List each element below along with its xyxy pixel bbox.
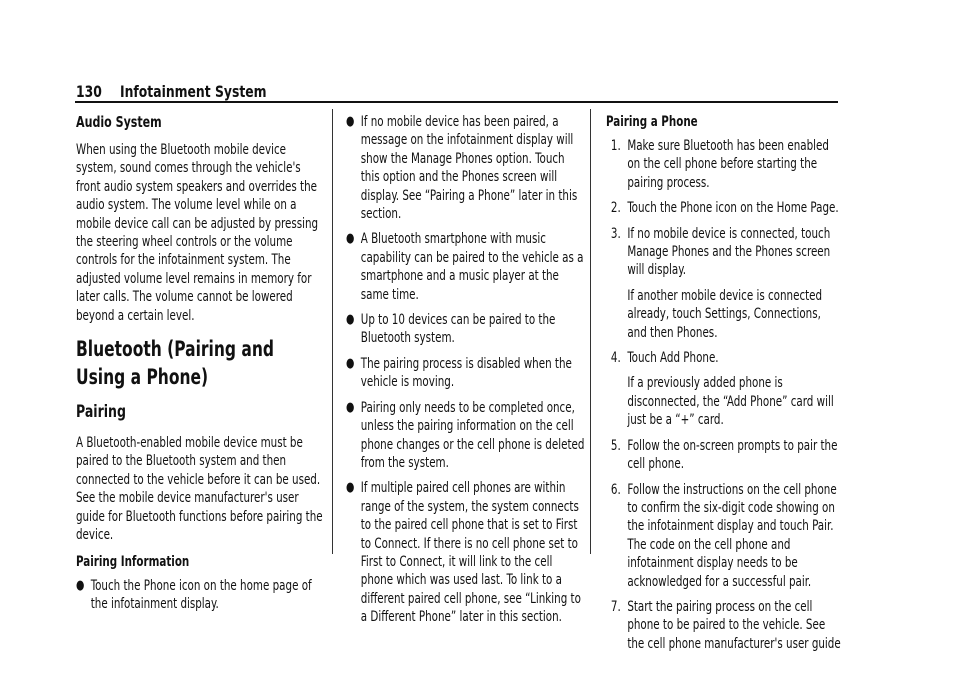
bullet-item: [346, 113, 586, 223]
bullet-item: [346, 311, 586, 348]
bullet-text: Up to 10 devices can be paired to the Bluetooth system.: [360, 312, 556, 347]
bullet-icon: ●: [346, 355, 355, 371]
step-text: Follow the on-screen prompts to pair the cell phone.: [627, 437, 838, 473]
header-rule: [75, 101, 838, 103]
bullet-text: If multiple paired cell phones are within range of the system, the system connects to the paired cell phone that is set to First to Connect. If there is no cell phone set to First to Connect, it will link to the cell phone which was used last. To link to a different paired cell phone, see “Linking to a Different Phone” later in this section.: [360, 480, 581, 626]
bullet-icon: ●: [346, 231, 355, 247]
bullet-item: [346, 230, 586, 304]
column-divider: [332, 109, 333, 554]
step-number: 3.: [610, 225, 621, 242]
step-number: 5.: [610, 437, 621, 454]
step-item: [606, 481, 842, 591]
pairing-a-phone-heading: Pairing a Phone: [606, 114, 698, 130]
bullet-icon: ●: [346, 114, 355, 129]
bullet-icon: ●: [346, 312, 355, 328]
bullet-icon: ●: [346, 399, 355, 415]
audio-system-paragraph: When using the Bluetooth mobile device system, sound comes through the vehicle's front audio system speakers and overrides the audio system. The volume level while on a mobile device call can be adjusted by pressing the steering wheel controls or the volume controls for the infotainment system. The adjusted volume level remains in memory for later calls. The volume cannot be lowered beyond a certain level.: [76, 142, 319, 324]
step-number: 4.: [610, 350, 621, 367]
bullet-text: The pairing process is disabled when the vehicle is moving.: [360, 355, 572, 391]
bullet-item: [346, 399, 586, 473]
step-text: If no mobile device is connected, touch Manage Phones and the Phones screen will display.: [627, 225, 831, 279]
step-item: [606, 437, 842, 474]
pairing-heading: Pairing: [76, 402, 126, 423]
pairing-paragraph: A Bluetooth-enabled mobile device must be paired to the Bluetooth system and then connected to the vehicle before it can be used. See the mobile device manufacturer's user guide for Bluetooth functions before pairing the device.: [76, 435, 323, 544]
step-item: [606, 199, 842, 217]
section-title: Infotainment System: [120, 82, 267, 101]
step-number: 7.: [610, 598, 621, 615]
step-text: Touch the Phone icon on the Home Page.: [627, 200, 839, 217]
step-item: [606, 598, 842, 653]
step-item: [606, 225, 842, 280]
step-text: Make sure Bluetooth has been enabled on the cell phone before starting the pairing process.: [627, 138, 829, 191]
step-item: [606, 349, 842, 367]
step-number: 2.: [610, 200, 621, 217]
column-divider: [590, 109, 591, 554]
step-note: If another mobile device is connected already, touch Settings, Connections, and then Phones.: [627, 287, 823, 341]
pairing-information-heading: Pairing Information: [76, 553, 190, 570]
bullet-icon: ●: [76, 577, 85, 593]
step-text: Start the pairing process on the cell phone to be paired to the vehicle. See the cell phone manufacturer's user guide: [627, 598, 841, 652]
step-number: 1.: [610, 138, 621, 154]
step-note: If a previously added phone is disconnected, the “Add Phone” card will just be a “+” card.: [627, 375, 834, 429]
bluetooth-heading: Bluetooth (Pairing and Using a Phone): [76, 337, 274, 390]
bullet-text: Pairing only needs to be completed once, unless the pairing information on the cell phone changes or the cell phone is deleted from the system.: [360, 399, 585, 471]
step-number: 6.: [610, 481, 621, 498]
column-middle: [346, 113, 586, 634]
step-text: Touch Add Phone.: [627, 350, 719, 367]
audio-system-heading: Audio System: [76, 113, 162, 131]
bullet-item: [346, 355, 586, 392]
step-item: [606, 137, 842, 192]
bullet-text: If no mobile device has been paired, a message on the infotainment display will show the Manage Phones option. Touch this option and the Phones screen will display. See “Pairing a Phone” later in this section.: [360, 114, 578, 223]
bullet-item: [346, 479, 586, 626]
column-right: [606, 113, 842, 660]
column-left: [76, 113, 326, 620]
bullet-text: Touch the Phone icon on the home page of the infotainment display.: [90, 577, 312, 612]
page-number: 130: [76, 82, 102, 101]
bullet-text: A Bluetooth smartphone with music capability can be paired to the vehicle as a smartphone and a music player at the same time.: [360, 231, 584, 303]
bullet-icon: ●: [346, 480, 355, 496]
step-text: Follow the instructions on the cell phone to confirm the six-digit code showing on the infotainment display and touch Pair. The code on the cell phone and infotainment display needs to be acknowledged for a successful pair.: [627, 481, 837, 590]
bullet-item: [76, 577, 326, 614]
